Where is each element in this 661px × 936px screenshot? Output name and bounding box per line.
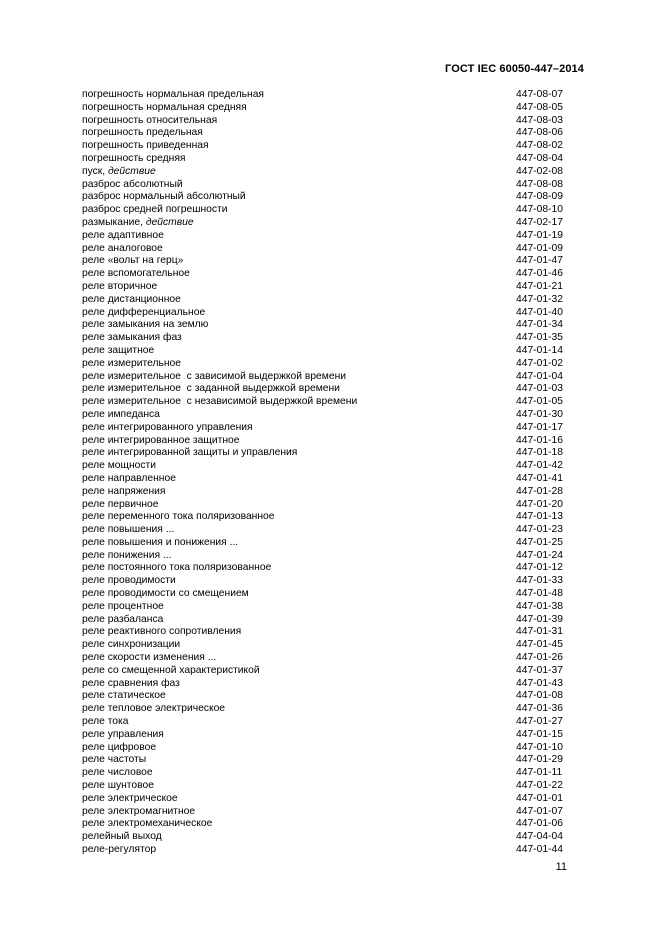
term-code: 447-01-37 xyxy=(516,664,563,676)
term-text xyxy=(82,562,271,575)
term-text xyxy=(82,550,172,563)
term-code: 447-08-06 xyxy=(516,127,563,139)
index-row xyxy=(82,435,568,448)
term-label: реле проводимости со смещением xyxy=(82,588,249,600)
index-row xyxy=(82,703,568,716)
term-text xyxy=(82,524,174,537)
term-label: реле мощности xyxy=(82,460,157,472)
index-row xyxy=(82,806,568,819)
term-code: 447-01-17 xyxy=(516,421,563,433)
term-label: реле интегрированной защиты и управления xyxy=(82,447,298,459)
term-code: 447-04-04 xyxy=(516,831,563,843)
index-row xyxy=(82,383,568,396)
term-label: реле статическое xyxy=(82,690,166,702)
term-code: 447-01-31 xyxy=(516,626,563,638)
term-text xyxy=(82,371,346,384)
term-text xyxy=(82,601,164,614)
index-row xyxy=(82,780,568,793)
term-text xyxy=(82,780,154,793)
term-label: реле вспомогательное xyxy=(82,268,190,280)
term-text xyxy=(82,473,176,486)
term-code: 447-01-14 xyxy=(516,344,563,356)
term-code: 447-02-17 xyxy=(516,216,563,228)
index-row xyxy=(82,371,568,384)
index-row xyxy=(82,588,568,601)
term-label: реле импеданса xyxy=(82,408,160,420)
index-row xyxy=(82,793,568,806)
term-text xyxy=(82,358,181,371)
term-label: пуск, xyxy=(82,165,108,177)
index-row xyxy=(82,678,568,691)
term-text xyxy=(82,665,260,678)
index-row xyxy=(82,537,568,550)
term-code: 447-01-47 xyxy=(516,255,563,267)
index-row xyxy=(82,690,568,703)
term-text xyxy=(82,396,357,409)
term-code: 447-01-28 xyxy=(516,485,563,497)
index-row xyxy=(82,179,568,192)
index-row xyxy=(82,268,568,281)
index-row xyxy=(82,294,568,307)
term-text xyxy=(82,690,166,703)
term-label: реле электрическое xyxy=(82,792,178,804)
term-code: 447-01-22 xyxy=(516,780,563,792)
term-text xyxy=(82,486,166,499)
term-code: 447-01-25 xyxy=(516,536,563,548)
term-text xyxy=(82,345,154,358)
term-code: 447-01-06 xyxy=(516,818,563,830)
term-text xyxy=(82,435,239,448)
term-label: реле интегрированное защитное xyxy=(82,434,240,446)
term-label: погрешность нормальная предельная xyxy=(82,89,265,100)
index-row xyxy=(82,550,568,563)
index-row xyxy=(82,626,568,639)
term-code: 447-01-29 xyxy=(516,754,563,766)
term-code: 447-08-08 xyxy=(516,178,563,190)
term-label: реле измерительное с заданной выдержкой времени xyxy=(82,383,340,395)
term-text xyxy=(82,127,203,140)
term-qualifier: действие xyxy=(107,165,156,177)
index-row xyxy=(82,754,568,767)
term-label: реле замыкания на землю xyxy=(82,319,209,331)
term-label: реле электромеханическое xyxy=(82,818,213,830)
index-row xyxy=(82,243,568,256)
term-code: 447-01-27 xyxy=(516,716,563,728)
term-label: реле процентное xyxy=(82,600,164,612)
term-text xyxy=(82,268,190,281)
term-code: 447-01-15 xyxy=(516,728,563,740)
term-text xyxy=(82,447,297,460)
term-code: 447-01-26 xyxy=(516,652,563,664)
index-row xyxy=(82,307,568,320)
index-row xyxy=(82,639,568,652)
term-label: разброс нормальный абсолютный xyxy=(82,191,246,203)
term-text xyxy=(82,409,160,422)
term-code: 447-01-38 xyxy=(516,600,563,612)
term-text xyxy=(82,639,180,652)
term-code: 447-01-30 xyxy=(516,408,563,420)
index-row xyxy=(82,422,568,435)
term-label: реле шунтовое xyxy=(82,780,154,792)
index-row xyxy=(82,140,568,153)
term-text xyxy=(82,499,158,512)
term-label: реле разбаланса xyxy=(82,613,164,625)
term-text xyxy=(82,89,264,102)
term-label: реле защитное xyxy=(82,344,155,356)
term-label: реле повышения и понижения ... xyxy=(82,536,239,548)
term-code: 447-01-08 xyxy=(516,690,563,702)
index-row xyxy=(82,115,568,128)
term-code: 447-01-44 xyxy=(516,844,563,856)
term-code: 447-01-16 xyxy=(516,434,563,446)
term-code: 447-01-43 xyxy=(516,677,563,689)
term-text xyxy=(82,703,225,716)
term-label: реле тепловое электрическое xyxy=(82,703,226,715)
term-text xyxy=(82,294,181,307)
term-label: реле напряжения xyxy=(82,485,166,497)
term-code: 447-01-24 xyxy=(516,549,563,561)
page-number: 11 xyxy=(555,861,567,873)
document-header: ГОСТ IEC 60050-447–2014 xyxy=(445,63,584,75)
term-text xyxy=(82,831,162,844)
term-qualifier: действие xyxy=(145,216,194,228)
index-row xyxy=(82,319,568,332)
index-row xyxy=(82,562,568,575)
term-code: 447-01-40 xyxy=(516,306,563,318)
term-label: реле управления xyxy=(82,728,164,740)
term-code: 447-08-10 xyxy=(516,204,563,216)
term-text xyxy=(82,281,157,294)
index-row xyxy=(82,524,568,537)
term-index-list xyxy=(82,89,568,857)
term-label: реле цифровое xyxy=(82,741,157,753)
term-text xyxy=(82,742,156,755)
term-code: 447-01-36 xyxy=(516,703,563,715)
term-code: 447-01-42 xyxy=(516,460,563,472)
index-row xyxy=(82,332,568,345)
index-row xyxy=(82,255,568,268)
index-row xyxy=(82,230,568,243)
term-code: 447-01-39 xyxy=(516,613,563,625)
index-row xyxy=(82,473,568,486)
term-label: реле адаптивное xyxy=(82,229,164,241)
index-row xyxy=(82,89,568,102)
term-label: разброс средней погрешности xyxy=(82,204,228,216)
term-label: реле измерительное xyxy=(82,357,181,369)
term-text xyxy=(82,793,178,806)
index-row xyxy=(82,191,568,204)
term-text xyxy=(82,166,156,179)
term-label: реле «вольт на герц» xyxy=(82,255,184,267)
index-row xyxy=(82,204,568,217)
term-label: реле интегрированного управления xyxy=(82,421,253,433)
index-row xyxy=(82,486,568,499)
term-code: 447-01-32 xyxy=(516,293,563,305)
index-row xyxy=(82,511,568,524)
index-row xyxy=(82,614,568,627)
index-row xyxy=(82,358,568,371)
index-row xyxy=(82,217,568,230)
term-label: реле вторичное xyxy=(82,280,158,292)
term-text xyxy=(82,460,156,473)
term-code: 447-08-04 xyxy=(516,152,563,164)
term-code: 447-08-02 xyxy=(516,140,563,152)
term-label: реле проводимости xyxy=(82,575,176,587)
term-text xyxy=(82,844,156,857)
term-label: размыкание, xyxy=(82,216,146,228)
term-code: 447-01-02 xyxy=(516,357,563,369)
term-code: 447-01-12 xyxy=(516,562,563,574)
term-label: реле реактивного сопротивления xyxy=(82,626,242,638)
term-code: 447-08-03 xyxy=(516,114,563,126)
term-code: 447-01-04 xyxy=(516,370,563,382)
term-text xyxy=(82,243,163,256)
term-code: 447-01-01 xyxy=(516,792,563,804)
term-label: реле сравнения фаз xyxy=(82,677,180,689)
term-text xyxy=(82,614,163,627)
index-row xyxy=(82,831,568,844)
term-label: реле-регулятор xyxy=(82,844,157,856)
term-code: 447-01-07 xyxy=(516,805,563,817)
term-text xyxy=(82,102,247,115)
index-row xyxy=(82,345,568,358)
term-text xyxy=(82,230,164,243)
term-code: 447-01-09 xyxy=(516,242,563,254)
term-text xyxy=(82,729,164,742)
term-label: реле измерительное с зависимой выдержкой времени xyxy=(82,370,347,382)
term-label: реле со смещенной характеристикой xyxy=(82,664,260,676)
term-code: 447-01-35 xyxy=(516,332,563,344)
term-code: 447-08-05 xyxy=(516,101,563,113)
term-text xyxy=(82,319,208,332)
term-text xyxy=(82,115,217,128)
term-text xyxy=(82,179,183,192)
index-row xyxy=(82,818,568,831)
term-text xyxy=(82,153,186,166)
term-label: реле синхронизации xyxy=(82,639,181,651)
term-text xyxy=(82,255,183,268)
index-row xyxy=(82,396,568,409)
index-row xyxy=(82,601,568,614)
term-text xyxy=(82,754,146,767)
term-text xyxy=(82,217,194,230)
term-label: погрешность относительная xyxy=(82,114,218,126)
term-code: 447-01-11 xyxy=(516,767,563,779)
term-code: 447-01-46 xyxy=(516,268,563,280)
term-code: 447-01-41 xyxy=(516,472,563,484)
term-label: реле замыкания фаз xyxy=(82,332,182,344)
term-code: 447-01-23 xyxy=(516,524,563,536)
index-row xyxy=(82,767,568,780)
term-label: реле измерительное с независимой выдержкой времени xyxy=(82,396,358,408)
term-code: 447-01-18 xyxy=(516,447,563,459)
term-code: 447-01-45 xyxy=(516,639,563,651)
term-text xyxy=(82,626,241,639)
index-row xyxy=(82,409,568,422)
term-label: релейный выход xyxy=(82,831,162,843)
index-row xyxy=(82,127,568,140)
term-label: реле переменного тока поляризованное xyxy=(82,511,275,523)
term-label: реле повышения ... xyxy=(82,524,175,536)
term-code: 447-01-03 xyxy=(516,383,563,395)
term-text xyxy=(82,806,195,819)
term-text xyxy=(82,332,182,345)
term-code: 447-08-09 xyxy=(516,191,563,203)
term-label: погрешность приведенная xyxy=(82,140,209,152)
term-label: реле электромагнитное xyxy=(82,805,196,817)
term-code: 447-01-34 xyxy=(516,319,563,331)
term-text xyxy=(82,191,246,204)
term-text xyxy=(82,652,216,665)
term-label: реле первичное xyxy=(82,498,159,510)
term-text xyxy=(82,422,253,435)
index-row xyxy=(82,153,568,166)
index-row xyxy=(82,166,568,179)
term-code: 447-01-10 xyxy=(516,741,563,753)
term-label: погрешность предельная xyxy=(82,127,203,139)
term-code: 447-02-08 xyxy=(516,165,563,177)
term-text xyxy=(82,575,176,588)
term-label: реле числовое xyxy=(82,767,153,779)
term-code: 447-01-20 xyxy=(516,498,563,510)
term-text xyxy=(82,204,228,217)
term-text xyxy=(82,588,249,601)
term-text xyxy=(82,678,180,691)
index-row xyxy=(82,652,568,665)
term-code: 447-01-13 xyxy=(516,511,563,523)
index-row xyxy=(82,716,568,729)
term-label: реле понижения ... xyxy=(82,549,172,561)
term-label: погрешность средняя xyxy=(82,152,186,164)
index-row xyxy=(82,665,568,678)
term-code: 447-01-19 xyxy=(516,229,563,241)
term-code: 447-01-33 xyxy=(516,575,563,587)
term-label: разброс абсолютный xyxy=(82,178,183,190)
index-row xyxy=(82,742,568,755)
term-code: 447-08-07 xyxy=(516,89,563,100)
index-row xyxy=(82,102,568,115)
term-text xyxy=(82,818,212,831)
term-text xyxy=(82,383,340,396)
term-text xyxy=(82,767,153,780)
term-text xyxy=(82,537,238,550)
term-code: 447-01-21 xyxy=(516,280,563,292)
index-row xyxy=(82,844,568,857)
term-text xyxy=(82,307,205,320)
term-label: реле постоянного тока поляризованное xyxy=(82,562,272,574)
term-code: 447-01-48 xyxy=(516,588,563,600)
term-text xyxy=(82,140,209,153)
term-label: реле частоты xyxy=(82,754,147,766)
index-row xyxy=(82,447,568,460)
index-row xyxy=(82,281,568,294)
term-label: реле тока xyxy=(82,716,129,728)
index-row xyxy=(82,575,568,588)
term-label: реле аналоговое xyxy=(82,242,163,254)
term-code: 447-01-05 xyxy=(516,396,563,408)
term-text xyxy=(82,511,275,524)
index-row xyxy=(82,460,568,473)
term-label: реле дифференциальное xyxy=(82,306,206,318)
term-text xyxy=(82,716,129,729)
index-row xyxy=(82,499,568,512)
term-label: погрешность нормальная средняя xyxy=(82,101,247,113)
term-label: реле скорости изменения ... xyxy=(82,652,217,664)
term-label: реле дистанционное xyxy=(82,293,181,305)
term-label: реле направленное xyxy=(82,472,176,484)
index-row xyxy=(82,729,568,742)
